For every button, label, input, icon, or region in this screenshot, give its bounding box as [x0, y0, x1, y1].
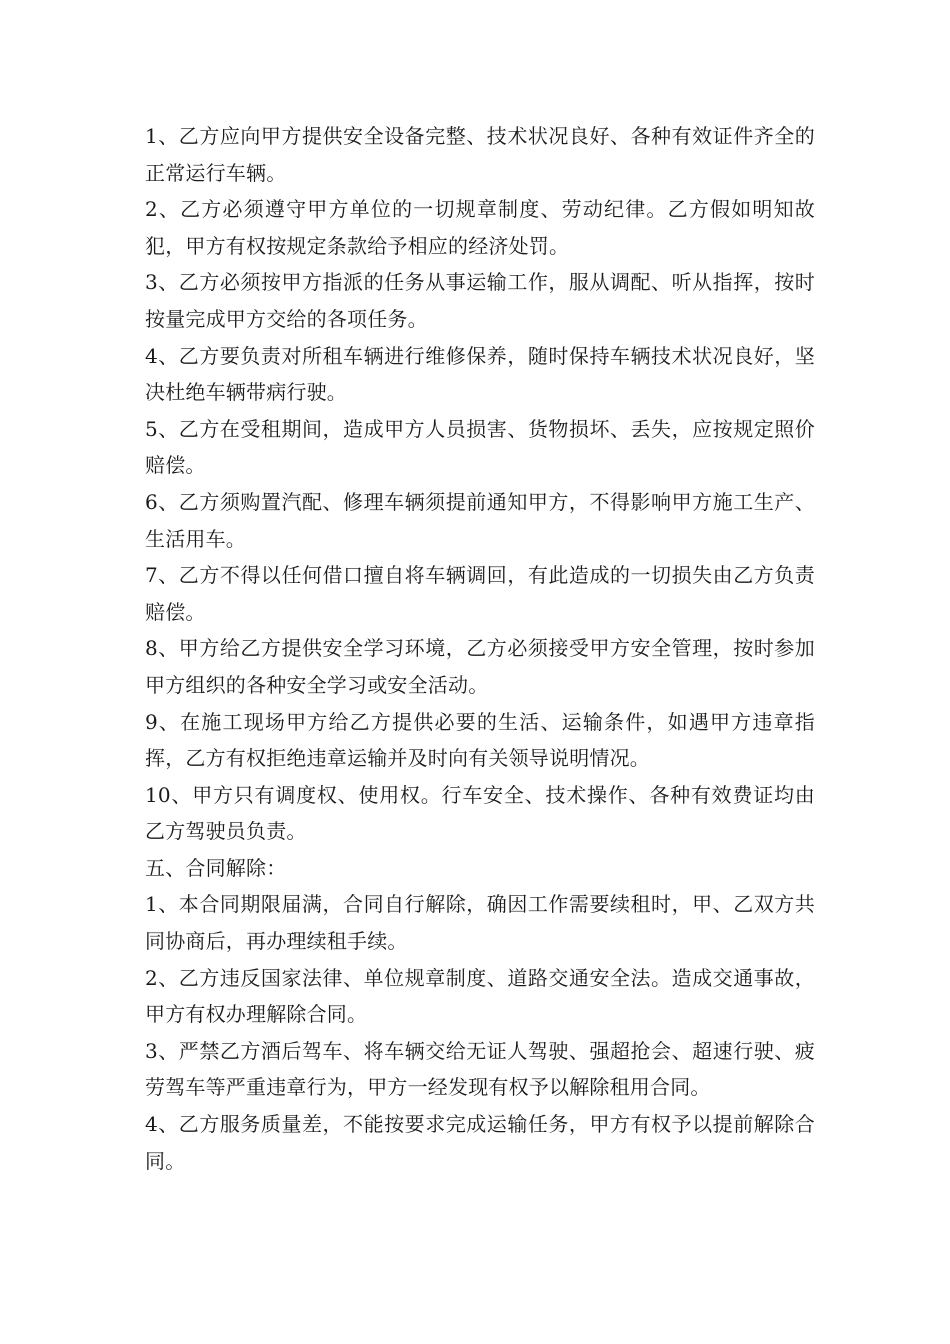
clause-9: 9、在施工现场甲方给乙方提供必要的生活、运输条件，如遇甲方违章指挥，乙方有权拒绝违章运输并及时向有关领导说明情况。 [145, 709, 815, 771]
clause-7: 7、乙方不得以任何借口擅自将车辆调回，有此造成的一切损失由乙方负责赔偿。 [145, 563, 815, 624]
termination-clause-4: 4、乙方服务质量差，不能按要求完成运输任务，甲方有权予以提前解除合同。 [145, 1112, 815, 1173]
clause-8: 8、甲方给乙方提供安全学习环境，乙方必须接受甲方安全管理，按时参加甲方组织的各种安全学习或安全活动。 [145, 636, 815, 697]
termination-clause-2: 2、乙方违反国家法律、单位规章制度、道路交通安全法。造成交通事故，甲方有权办理解除合同。 [145, 965, 815, 1027]
clause-2: 2、乙方必须遵守甲方单位的一切规章制度、劳动纪律。乙方假如明知故犯，甲方有权按规定条款给予相应的经济处罚。 [145, 197, 815, 258]
termination-clause-1: 1、本合同期限届满，合同自行解除，确因工作需要续租时，甲、乙双方共同协商后，再办理续租手续。 [145, 892, 815, 954]
clause-1: 1、乙方应向甲方提供安全设备完整、技术状况良好、各种有效证件齐全的正常运行车辆。 [145, 124, 815, 185]
clause-4: 4、乙方要负责对所租车辆进行维修保养，随时保持车辆技术状况良好，坚决杜绝车辆带病行驶。 [145, 343, 815, 405]
clause-6: 6、乙方须购置汽配、修理车辆须提前通知甲方，不得影响甲方施工生产、生活用车。 [145, 489, 815, 551]
document-body [145, 118, 815, 1179]
section-heading-termination: 五、合同解除： [145, 855, 287, 880]
clause-3: 3、乙方必须按甲方指派的任务从事运输工作，服从调配、听从指挥，按时按量完成甲方交给的各项任务。 [145, 270, 815, 331]
clause-10: 10、甲方只有调度权、使用权。行车安全、技术操作、各种有效费证均由乙方驾驶员负责。 [145, 782, 815, 844]
clause-5: 5、乙方在受租期间，造成甲方人员损害、货物损坏、丢失，应按规定照价赔偿。 [145, 416, 815, 478]
termination-clause-3: 3、严禁乙方酒后驾车、将车辆交给无证人驾驶、强超抢会、超速行驶、疲劳驾车等严重违章行为，甲方一经发现有权予以解除租用合同。 [145, 1038, 815, 1100]
